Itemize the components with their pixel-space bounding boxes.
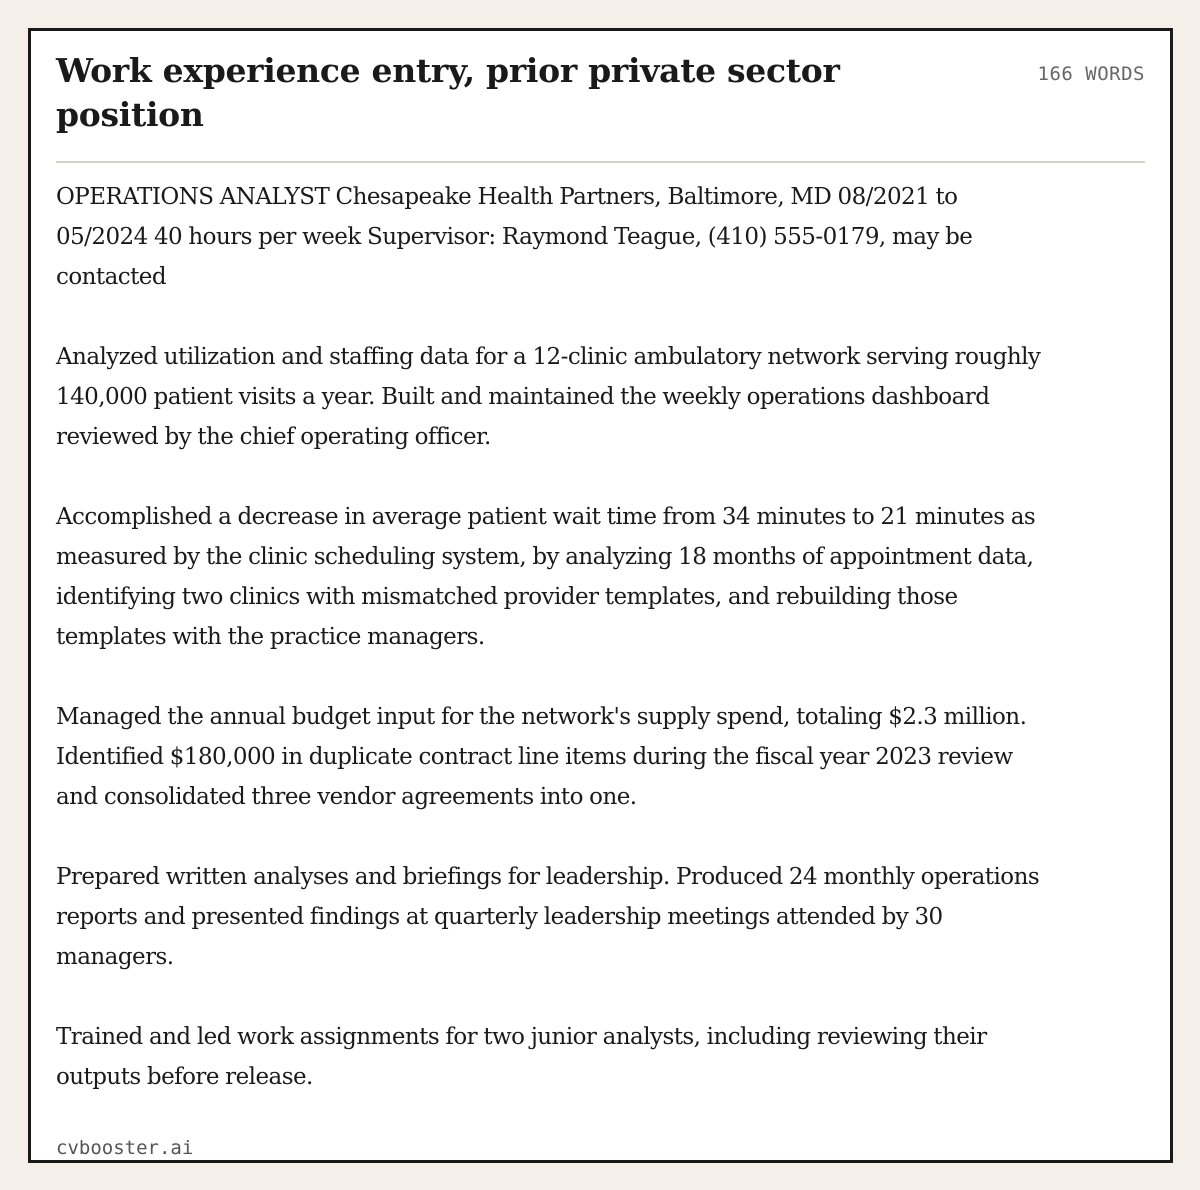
- position-summary: OPERATIONS ANALYST Chesapeake Health Partners, Baltimore, MD 08/2021 to 05/2024 40 hours per week Supervisor: Raymond Teague, (410) 555-0179, may be contacted: [56, 184, 973, 290]
- duty-paragraph-analysis: Analyzed utilization and staffing data for a 12-clinic ambulatory network serving roughly 140,000 patient visits a year. Built and maintained the weekly operations dashboard reviewed by the chief operating officer.: [56, 344, 1041, 450]
- duty-paragraph-wait-time: Accomplished a decrease in average patient wait time from 34 minutes to 21 minutes as measured by the clinic scheduling system, by analyzing 18 months of appointment data, identifying two clinics with mismatched provider templates, and rebuilding those templates with the practice managers.: [56, 504, 1036, 650]
- entry-title: Work experience entry, prior private sector position: [56, 51, 840, 134]
- duty-paragraph-budget: Managed the annual budget input for the network's supply spend, totaling $2.3 million. Identified $180,000 in duplicate contract line items during the fiscal year 2023 review and consolidated three vendor agreements into one.: [56, 704, 1027, 810]
- entry-header: [56, 49, 1145, 163]
- entry-body: [56, 177, 1046, 1137]
- entry-card: [28, 28, 1173, 1163]
- duty-paragraph-training: Trained and led work assignments for two junior analysts, including reviewing their outputs before release.: [56, 1024, 987, 1090]
- footer-brand: cvbooster.ai: [56, 1137, 194, 1159]
- word-count-badge: 166 WORDS: [1037, 63, 1145, 85]
- duty-paragraph-reports: Prepared written analyses and briefings for leadership. Produced 24 monthly operations reports and presented findings at quarterly leadership meetings attended by 30 managers.: [56, 864, 1040, 970]
